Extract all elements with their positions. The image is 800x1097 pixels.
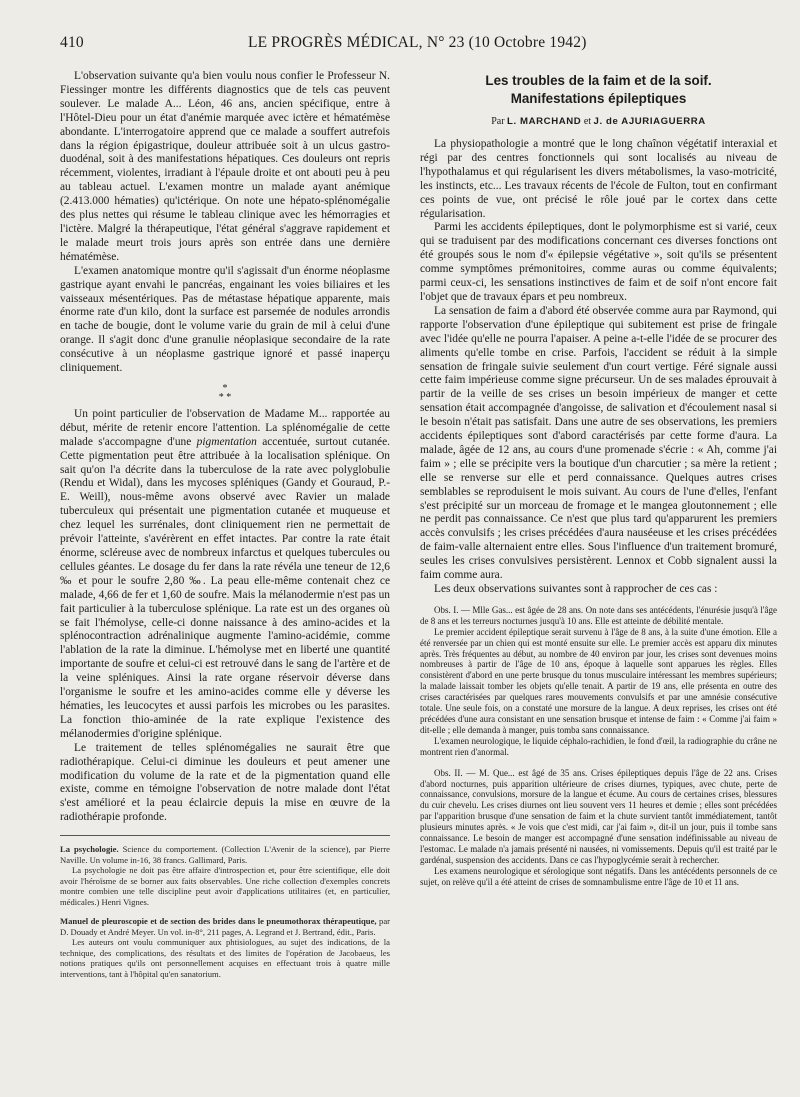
body-paragraph: Le traitement de telles splénomégalies ne saurait être que radiothérapique. Celui-ci diminue les douleurs et peut amener une modification du volume de la rate et de la pigmentation quand elle existe, comme en témoigne l'observation de notre malade dont l'état s'est amélioré et la peau éclaircie depuis la mise en œuvre de la radiothérapie profonde. (60, 741, 390, 824)
paragraph-text: accentuée, surtout cutanée. Cette pigmentation peut être attribuée à la localisation splénique. On sait qu'on l'a décrite dans la tuberculose de la rate avec polyglobulie (Rendu et Widal), dans les mycoses spléniques (Gandy et Gouraud, P.-E. Weill), nous-même avons observé avec Ravier un malade tuberculeux qui présentait une pigmentation cutanée et muqueuse et chez lequel les surrénales, dont cliniquement rien ne permettait de prévoir l'atteinte, s'avérèrent en effet intactes. Par contre la rate était énorme, scléreuse avec de nombreux infarctus et quelques tubercules ou cellules géantes. Le dosage du fer dans la rate révéla une teneur de 12,6 ‰ et pour le soufre 2,80 ‰. La peau elle-même contenait chez ce malade, 4,66 de fer et 1,60 de soufre. Mais la mélanodermie n'est pas un fait particulier à la tuberculose splénique. La rate est un des organes où se fait l'hémolyse, celle-ci donne naissance à des amino-acides et la splénocontraction adrénalinique augmente l'amino-acidémie, comme l'ablation de la rate la diminue. L'hémolyse met en liberté une quantité importante de soufre et celui-ci est retrouvé dans le sang de l'artère et de la veine spléniques. Ainsi la rate organe réservoir déverse dans l'organisme le soufre et les amino-acides comme elle y déverse les hématies, les leucocytes et aussi parfois les microbes ou les parasites. La fonction thio-aminée de la rate explique l'existence des mélanodermies d'origine splénique. (60, 435, 390, 740)
review-citation: par D. Douady et André Meyer. Un vol. in-8°, 211 pages, A. Legrand et J. Bertrand, édit., Paris. (60, 916, 391, 937)
authors-prefix: Par (491, 116, 508, 127)
separator-star-top: * (222, 382, 228, 394)
observations (420, 605, 777, 888)
review-citation: Science du comportement. (Collection L'Avenir de la science), par Pierre Naville. Un volume in-16, 38 francs. Gallimard, Paris. (60, 844, 390, 865)
observation-paragraph: L'examen neurologique, le liquide céphalo-rachidien, le fond d'œil, la radiographie du crâne ne montrent rien d'anormal. (420, 735, 777, 757)
review-heading (60, 844, 390, 865)
separator-stars-bottom: * * (218, 391, 232, 403)
observation-paragraph: Obs. II. — M. Que... est âgé de 35 ans. Crises épileptiques depuis l'âge de 22 ans. Crises d'abord nocturnes, puis apparition ultérieure de crises diurnes, typiques, avec chute, perte de connaissance, convulsions, morsure de la langue et écume. Au cours de certaines crises, blessures du cuir chevelu. Les crises diurnes ont lieu souvent vers 11 heures et demie ; elles sont précédées par l'apparition brusque d'une sensation de faim et la chute survient tantôt immédiatement, tantôt plusieurs minutes après. « Je vois que c'est midi, car j'ai faim », dit-il un jour, puis il tombe sans connaissance. Le besoin de manger est accompagné d'une sensation indéfinissable au niveau de l'estomac. Le malade n'a jamais présenté ni nausées, ni vomissements. Depuis qu'il est traité par le gardénal, suspension des accidents. Dans ce cas l'hypoglycémie serait à rechercher. (420, 767, 777, 865)
review-title: La psychologie. (60, 844, 119, 855)
book-review (60, 916, 390, 979)
author-name: J. de AJURIAGUERRA (593, 116, 706, 127)
left-column (60, 70, 390, 988)
observation-paragraph: Obs. I. — Mlle Gas... est âgée de 28 ans. On note dans ses antécédents, l'énurésie jusqu'à l'âge de 8 ans et les terreurs nocturnes jusqu'à 10 ans. Elle est atteinte de débilité mentale. (420, 604, 777, 626)
divider (60, 835, 390, 836)
body-paragraph: Parmi les accidents épileptiques, dont le polymorphisme est si varié, ceux qui se traduisent par des modifications concernant ces diverses fonctions ont été groupés sous le nom d'« épilepsie végétative », soit qu'ils se présentent comme symptômes prémonitoires, comme auras ou comme équivalents; parmi ceux-ci, les sensations instinctives de faim et de soif n'ont encore fait l'objet que de travaux épars et peu nombreux. (420, 221, 777, 303)
body-paragraph: L'observation suivante qu'a bien voulu nous confier le Professeur N. Fiessinger montre les différents diagnostics que de tels cas peuvent soulever. Le malade A... Léon, 46 ans, ancien spécifique, entre à l'Hôtel-Dieu pour un état d'anémie marquée avec ictère et hématémèse abondante. L'interrogatoire apprend que ce malade a souffert autrefois dans la région épigastrique, douleur attribuée soit à un ulcus gastro-duodénal, soit à des manifestations hépatiques. Ces douleurs ont repris récemment, violentes, irradiant à l'épaule droite et ont abouti peu à peu au tableau actuel. L'examen montre un malade ayant anémique (2.413.000 hématies) qu'ictérique. On note une hépato-splénomégalie des plus nettes qui résume le tableau clinique avec les hémorragies et l'ictère. Malgré la thérapeutique, l'état général s'aggrave rapidement et le malade meurt trois jours après son entrée dans une dernière hématémèse. (60, 70, 390, 263)
article-title-line: Les troubles de la faim et de la soif. (485, 73, 712, 88)
page-number: 410 (60, 34, 84, 51)
observation-paragraph: Le premier accident épileptique serait survenu à l'âge de 8 ans, à la suite d'une émotion. Elle a été renversée par un chien qui est monté ensuite sur elle. Le premier accès est apparu dix minutes après. Très fréquentes au début, au nombre de 40 environ par jour, les crises sont devenues moins nombreuses à partir de l'âge de 10 ans, époque à laquelle sont apparues les règles. Elles consistèrent d'abord en une perte brusque du tonus musculaire intéressant les membres supérieurs; la malade laissait tomber les objets qu'elle tenait. A partir de 19 ans, elle présenta en outre des crises caractérisées par quelques rares mouvements convulsifs et par une amnésie consécutive totale. Une seule fois, on a constaté une morsure de la langue. A deux reprises, les crises ont été précédées d'une aura consistant en une sensation brusque et intense de faim : « Comme j'ai faim » dit-elle ; elle demanda à manger, puis tomba sans connaissance. (420, 626, 777, 735)
book-review (60, 844, 390, 907)
article-title (420, 72, 777, 108)
article-title-line: Manifestations épileptiques (510, 91, 687, 106)
emphasized-term: pigmentation (196, 435, 257, 448)
review-title: Manuel de pleuroscopie et de section des brides dans le pneumothorax thérapeutique, (60, 916, 377, 927)
article-authors (420, 115, 777, 128)
section-separator (60, 384, 390, 402)
observation-paragraph: Les examens neurologique et sérologique sont négatifs. Dans les antécédents personnels de ce sujet, on relève qu'il a été atteint de crises de somnambulisme entre l'âge de 10 et 11 ans. (420, 865, 777, 887)
right-column (420, 70, 777, 888)
body-paragraph: La physiopathologie a montré que le long chaînon végétatif interaxial et régi par des centres fonctionnels qui sont localisés au niveau de l'hypothalamus et qui régularisent les divers métabolismes, la vaso-motricité, les instincts, etc... Les travaux récents de l'école de Fulton, tout en confirmant ces points de vue, ont précisé le rôle joué par le cortex dans cette régularisation. (420, 138, 777, 220)
journal-title: LE PROGRÈS MÉDICAL, N° 23 (10 Octobre 1942) (248, 34, 587, 51)
paragraph-text: Un point particulier de l'observation de Madame M... rapportée au début, mérite de retenir encore l'attention. La splénomégalie de cette malade s'accompagne d'une (60, 407, 390, 448)
body-paragraph: Les deux observations suivantes sont à rapprocher de ces cas : (434, 583, 718, 595)
review-body: La psychologie ne doit pas être affaire d'introspection et, pour être scientifique, elle doit avoir l'héroïsme de se borner aux faits observables. Une riche collection d'exemples concrets montre combien une telle discipline peut avoir d'applications utilitaires (et, en particulier, médicales.) Henri Vignes. (60, 865, 390, 907)
author-name: L. MARCHAND (507, 116, 582, 127)
body-paragraph (60, 408, 390, 742)
review-heading (60, 916, 390, 937)
body-paragraph: L'examen anatomique montre qu'il s'agissait d'un énorme néoplasme gastrique ayant envahi le pancréas, engainant les voies biliaires et les vaisseaux mésentériques. Pas de métastase hépatique apparente, mais énorme rate d'un kilo, dont la surface est parsemée de nodules arrondis en tache de bougie, dont le volume varie du grain de mil à celui d'une orange. Il s'agit donc d'une granulie néoplasique secondaire de la rate consécutive à un néoplasme gastrique ignoré et passé inaperçu cliniquement. (60, 264, 390, 375)
running-header (60, 34, 775, 56)
body-paragraph: La sensation de faim a d'abord été observée comme aura par Raymond, qui rapporte l'observation d'une épileptique qui subitement est prise de fringale avec l'idée qu'elle ne pourra l'apaiser. A peine a-t-elle l'idée de se procurer des aliments qu'elle tombe en crise. Parfois, l'accident se réduit à la simple sensation de fringale suivie seulement d'un court vertige. Féré signale aussi cette faim impérieuse comme signe précurseur. Un de ses malades éprouvait à partir de la veille de ses crises un besoin impérieux de manger et cette sensation était accompagnée d'angoisse, de salivation et d'écoulement nasal si le besoin n'était pas satisfait. Dans une autre de ses observations, les premiers accidents épileptiques sont d'abord caractérisés par cette forme d'aura. La malade, âgée de 12 ans, au cours d'une promenade s'écrie : « Ah, comme j'ai faim » ; elle se précipite vers la boutique d'un charcutier ; sa mère la retient ; elle se renverse sur elle et perd connaissance. Quelques autres crises semblables se reproduisent le mois suivant. Au cours de l'une d'elles, l'enfant s'est précipité sur un morceau de fromage et le mangea gloutonnement ; elle ne perdit pas connaissance. Ce n'est que plus tard qu'apparurent les premiers accès convulsifs ; les crises précédées d'aura nauséeuse et les crises précédées de faim-valle alternaient entre elles. Sous l'influence d'un traitement bromuré, seules les crises convulsives persistèrent. Lennox et Cobb signalent aussi la faim comme aura. (420, 304, 777, 582)
review-body: Les auteurs ont voulu communiquer aux phtisiologues, au sujet des indications, de la technique, des complications, des résultats et des limites de l'opération de Jacobaeus, les notions pratiques qu'ils ont personnellement acquises en effectuant trois à quatre mille interventions, tant à l'hôpital qu'en sanatorium. (60, 937, 390, 979)
authors-conjunction: et (581, 116, 594, 127)
